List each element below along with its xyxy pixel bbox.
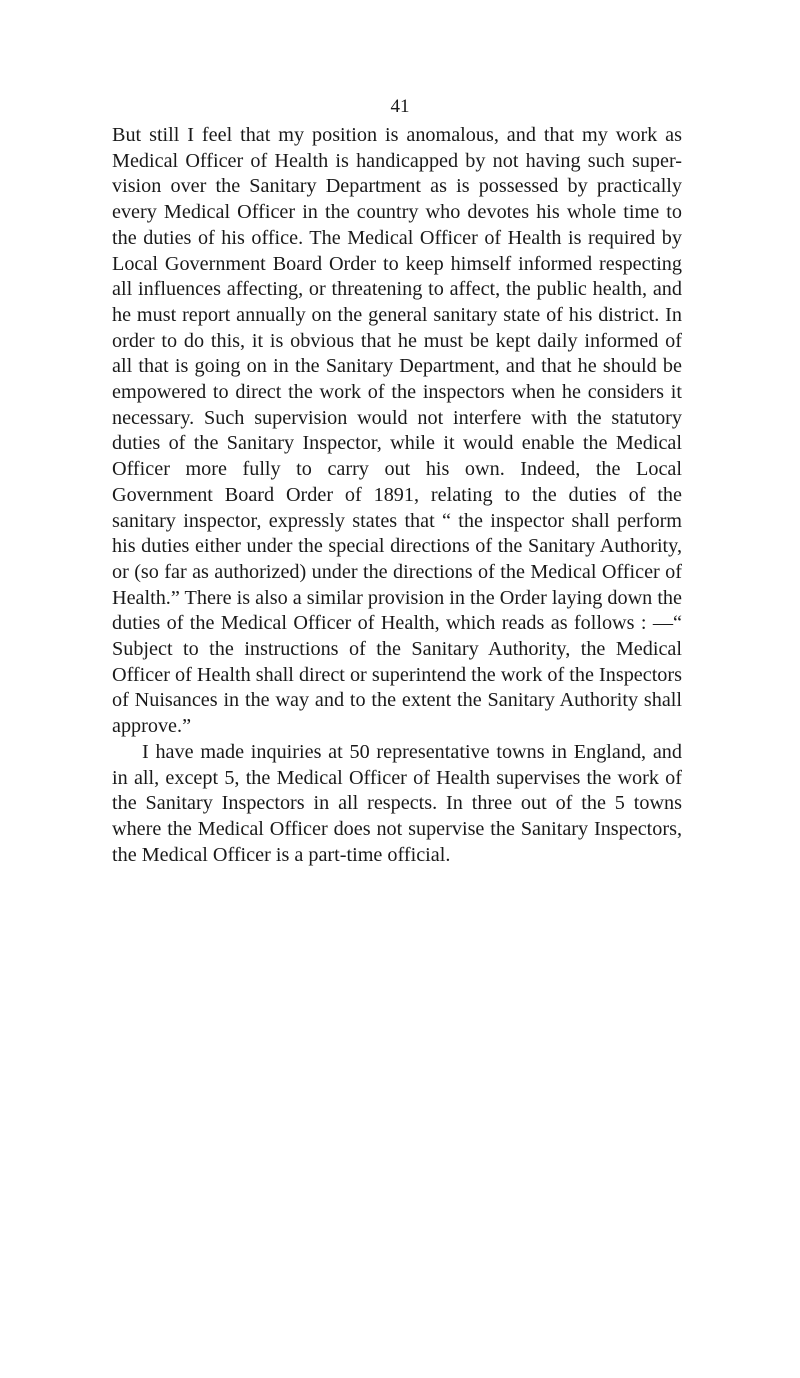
body-text [112, 123, 682, 868]
paragraph-supervision: But still I feel that my position is anomalous, and that my work as Medical Officer of Health is handicapped by not having such super- vision over the Sanitary Department as is possessed by practically every Medical Officer in the country who devotes his whole time to the duties of his office. The Medical Officer of Health is required by Local Government Board Order to keep himself informed respecting all influences affecting, or threatening to affect, the public health, and he must report annually on the general sanitary state of his district. In order to do this, it is obvious that he must be kept daily informed of all that is going on in the Sanitary Department, and that he should be empowered to direct the work of the inspectors when he considers it necessary. Such supervision would not interfere with the statutory duties of the Sanitary Inspector, while it would enable the Medical Officer more fully to carry out his own. Indeed, the Local Government Board Order of 1891, relating to the duties of the sanitary inspector, expressly states that “ the inspector shall perform his duties either under the special directions of the Sanitary Authority, or (so far as authorized) under the directions of the Medical Officer of Health.” There is also a similar provision in the Order laying down the duties of the Medical Officer of Health, which reads as follows : —“ Subject to the instructions of the Sanitary Authority, the Medical Officer of Health shall direct or superintend the work of the Inspectors of Nuisances in the way and to the extent the Sanitary Authority shall approve.” [112, 124, 682, 738]
paragraph-inquiries: I have made inquiries at 50 representative towns in England, and in all, except 5, the Medical Officer of Health supervises the work of the Sanitary Inspectors in all respects. In three out of the 5 towns where the Medical Officer does not supervise the Sanitary Inspectors, the Medical Officer is a part-time official. [112, 740, 682, 866]
page-number: 41 [390, 96, 410, 117]
